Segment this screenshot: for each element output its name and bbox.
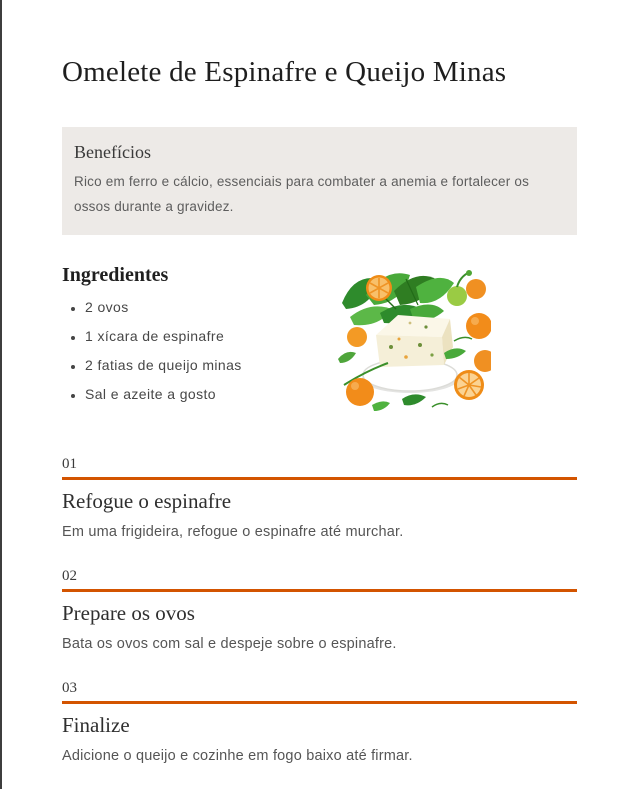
step-title: Finalize [62,713,130,737]
step-number: 01 [62,456,77,472]
orange-left [347,327,367,347]
step-title: Refogue o espinafre [62,489,232,513]
step-description: Em uma frigideira, refogue o espinafre até murchar. [62,524,404,540]
step-number: 02 [62,568,77,584]
ingredient-item: • 2 ovos [85,299,242,315]
step-item [62,567,577,655]
step-description: Adicione o queijo e cozinhe em fogo baixo até firmar. [62,748,413,764]
orange-right [466,313,491,339]
step-item [62,455,577,543]
step-description: Bata os ovos com sal e despeje sobre o espinafre. [62,636,397,652]
ingredient-item: • 1 xícara de espinafre [85,328,242,344]
steps-section [62,455,577,767]
orange-slice-top [366,275,392,301]
orange-bottom-left [346,378,374,406]
recipe-page [2,0,636,767]
step-divider [62,701,577,704]
step-divider [62,477,577,480]
ingredients-list [62,299,242,402]
ingredients-section [62,262,577,415]
page-title: Omelete de Espinafre e Queijo Minas [62,56,507,88]
step-number: 03 [62,680,77,696]
ingredients-column [62,262,242,415]
step-title: Prepare os ovos [62,601,195,625]
step-divider [62,589,577,592]
benefits-heading: Benefícios [74,142,151,162]
benefits-card [62,127,577,235]
ingredient-item: • 2 fatias de queijo minas [85,357,242,373]
minas-cheese-spinach-oranges-illustration [336,265,491,415]
ingredients-heading: Ingredientes [62,264,169,286]
ingredient-item: • Sal e azeite a gosto [85,386,242,402]
step-item [62,679,577,767]
benefits-text: Rico em ferro e cálcio, essenciais para combater a anemia e fortalecer os ossos durante a gravidez. [74,174,530,214]
